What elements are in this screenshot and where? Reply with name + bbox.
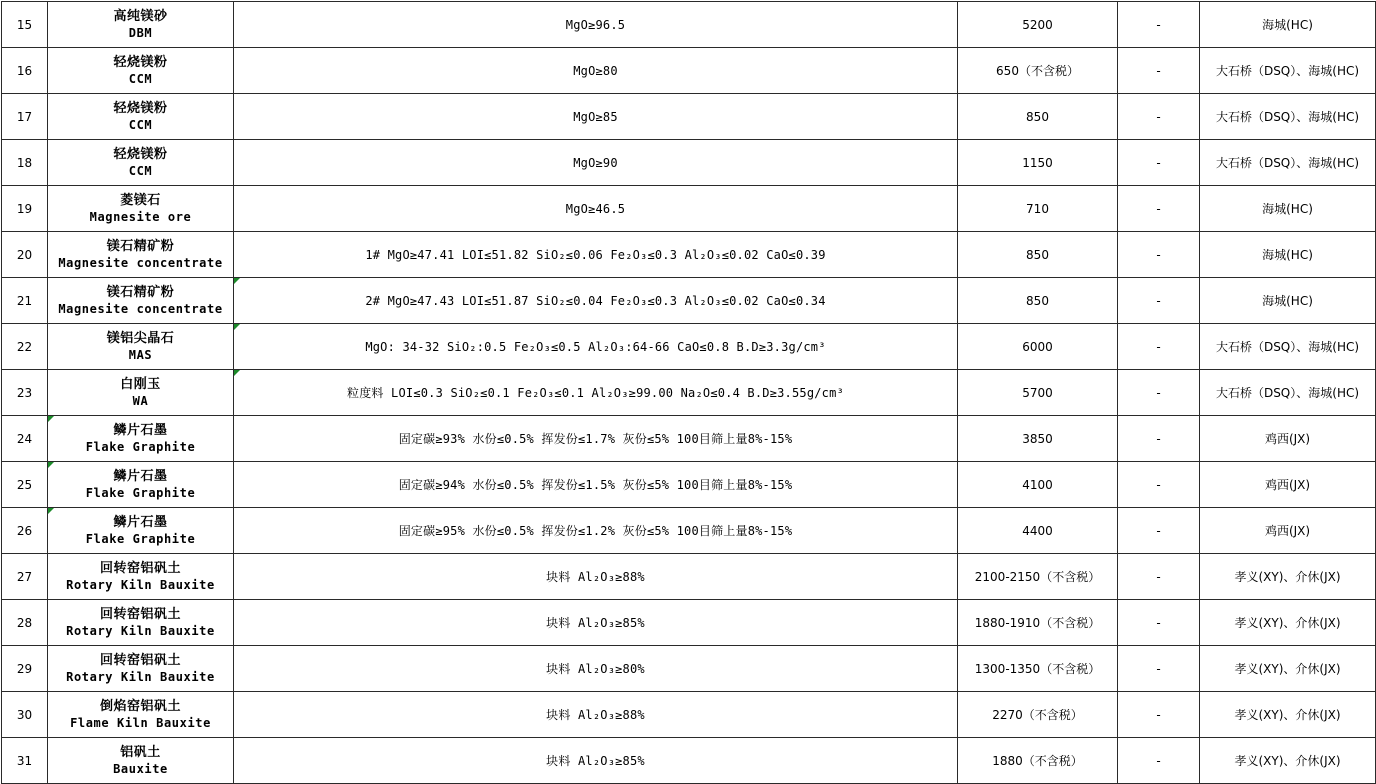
change-cell[interactable]: - [1118,2,1200,48]
row-number-cell[interactable]: 19 [2,186,48,232]
row-number-cell[interactable]: 18 [2,140,48,186]
specification-text: 块料 Al₂O₃≥80% [546,662,645,676]
specification-text: MgO≥90 [573,155,618,170]
product-name-cell[interactable] [48,416,234,462]
product-name-cell[interactable] [48,278,234,324]
specification-cell[interactable] [234,600,958,646]
comment-marker-icon [234,370,240,376]
product-name-cell[interactable] [48,370,234,416]
product-name-en: Magnesite ore [89,209,192,224]
price-cell[interactable]: 5700 [958,370,1118,416]
specification-cell[interactable] [234,278,958,324]
row-number-cell[interactable]: 20 [2,232,48,278]
product-name-en: Rotary Kiln Bauxite [66,623,215,638]
origin-cell[interactable]: 孝义(XY)、介休(JX) [1200,600,1376,646]
row-number-cell[interactable]: 23 [2,370,48,416]
price-cell[interactable]: 710 [958,186,1118,232]
product-name-cell[interactable] [48,140,234,186]
row-number-cell[interactable]: 30 [2,692,48,738]
product-name-cell[interactable] [48,738,234,784]
table-row [2,646,1376,692]
product-name-cn: 轻烧镁粉 [113,146,168,162]
specification-text: MgO≥80 [573,63,618,78]
table-row [2,416,1376,462]
origin-cell[interactable]: 海城(HC) [1200,232,1376,278]
product-name-en: MAS [128,347,153,362]
change-cell[interactable]: - [1118,232,1200,278]
specification-text: MgO≥46.5 [565,201,626,216]
change-cell[interactable]: - [1118,48,1200,94]
table-row [2,600,1376,646]
specification-cell[interactable] [234,186,958,232]
comment-marker-icon [48,416,54,422]
origin-cell[interactable]: 海城(HC) [1200,2,1376,48]
change-cell[interactable]: - [1118,186,1200,232]
change-cell[interactable]: - [1118,600,1200,646]
specification-cell[interactable] [234,416,958,462]
specification-cell[interactable] [234,738,958,784]
product-name-cell[interactable] [48,692,234,738]
price-cell[interactable]: 1150 [958,140,1118,186]
product-name-cn: 鳞片石墨 [113,514,168,530]
origin-cell[interactable]: 鸡西(JX) [1200,462,1376,508]
product-name-cn: 回转窑铝矾土 [99,652,181,668]
table-row [2,462,1376,508]
product-name-cn: 镁石精矿粉 [106,284,175,300]
table-row [2,2,1376,48]
product-name-cell[interactable] [48,186,234,232]
specification-text: 1# MgO≥47.41 LOI≤51.82 SiO₂≤0.06 Fe₂O₃≤0.3 Al₂O₃≤0.02 CaO≤0.39 [365,247,826,262]
product-name-cn: 高纯镁砂 [113,8,168,24]
row-number-cell[interactable]: 25 [2,462,48,508]
product-name-cell[interactable] [48,462,234,508]
product-name-en: DBM [128,25,153,40]
product-name-en: WA [132,393,149,408]
origin-cell[interactable]: 大石桥（DSQ）、海城(HC) [1200,324,1376,370]
specification-cell[interactable] [234,140,958,186]
specification-text: 固定碳≥95% 水份≤0.5% 挥发份≤1.2% 灰份≤5% 100目筛上量8%-15% [398,524,793,538]
origin-cell[interactable]: 孝义(XY)、介休(JX) [1200,738,1376,784]
origin-cell[interactable]: 大石桥（DSQ）、海城(HC) [1200,48,1376,94]
specification-text: 固定碳≥93% 水份≤0.5% 挥发份≤1.7% 灰份≤5% 100目筛上量8%-15% [398,432,793,446]
row-number-cell[interactable]: 15 [2,2,48,48]
specification-cell[interactable] [234,48,958,94]
change-cell[interactable]: - [1118,278,1200,324]
change-cell[interactable]: - [1118,94,1200,140]
change-cell[interactable]: - [1118,416,1200,462]
product-name-cn: 回转窑铝矾土 [99,606,181,622]
price-cell[interactable]: 2100-2150（不含税） [958,554,1118,600]
table-row [2,94,1376,140]
specification-text: 块料 Al₂O₃≥85% [546,616,645,630]
product-name-cn: 倒焰窑铝矾土 [99,698,181,714]
price-cell[interactable]: 850 [958,278,1118,324]
product-name-en: Flake Graphite [85,485,196,500]
product-name-cell[interactable] [48,94,234,140]
product-name-en: Flake Graphite [85,439,196,454]
change-cell[interactable]: - [1118,554,1200,600]
product-name-cn: 铝矾土 [120,744,161,760]
product-name-en: CCM [128,71,153,86]
product-name-cn: 镁铝尖晶石 [106,330,175,346]
price-cell[interactable]: 1880-1910（不含税） [958,600,1118,646]
comment-marker-icon [48,462,54,468]
price-cell[interactable]: 1300-1350（不含税） [958,646,1118,692]
product-name-cn: 鳞片石墨 [113,422,168,438]
price-cell[interactable]: 850 [958,94,1118,140]
origin-cell[interactable]: 孝义(XY)、介休(JX) [1200,554,1376,600]
specification-cell[interactable] [234,554,958,600]
origin-cell[interactable]: 大石桥（DSQ）、海城(HC) [1200,370,1376,416]
product-name-cell[interactable] [48,646,234,692]
product-name-en: Flake Graphite [85,531,196,546]
table-row [2,692,1376,738]
table-row [2,232,1376,278]
product-name-cn: 镁石精矿粉 [106,238,175,254]
table-row [2,370,1376,416]
specification-text: 粒度料 LOI≤0.3 SiO₂≤0.1 Fe₂O₃≤0.1 Al₂O₃≥99.00 Na₂O≤0.4 B.D≥3.55g/cm³ [347,386,844,400]
row-number-cell[interactable]: 27 [2,554,48,600]
comment-marker-icon [48,508,54,514]
specification-cell[interactable] [234,2,958,48]
specification-cell[interactable] [234,462,958,508]
product-name-cell[interactable] [48,600,234,646]
change-cell[interactable]: - [1118,370,1200,416]
price-cell[interactable]: 4100 [958,462,1118,508]
row-number-cell[interactable]: 16 [2,48,48,94]
specification-cell[interactable] [234,94,958,140]
product-name-en: Bauxite [113,761,168,776]
product-name-cn: 白刚玉 [120,376,161,392]
row-number-cell[interactable]: 28 [2,600,48,646]
price-cell[interactable]: 650（不含税） [958,48,1118,94]
origin-cell[interactable]: 鸡西(JX) [1200,416,1376,462]
row-number-cell[interactable]: 26 [2,508,48,554]
row-number-cell[interactable]: 17 [2,94,48,140]
product-name-cell[interactable] [48,324,234,370]
specification-cell[interactable] [234,508,958,554]
price-cell[interactable]: 3850 [958,416,1118,462]
specification-text: 固定碳≥94% 水份≤0.5% 挥发份≤1.5% 灰份≤5% 100目筛上量8%-15% [398,478,793,492]
product-name-en: Magnesite concentrate [58,255,223,270]
table-body [2,2,1376,784]
price-cell[interactable]: 6000 [958,324,1118,370]
specification-cell[interactable] [234,324,958,370]
change-cell[interactable]: - [1118,462,1200,508]
specification-text: MgO≥96.5 [565,17,626,32]
price-cell[interactable]: 1880（不含税） [958,738,1118,784]
price-cell[interactable]: 5200 [958,2,1118,48]
row-number-cell[interactable]: 31 [2,738,48,784]
origin-cell[interactable]: 孝义(XY)、介休(JX) [1200,646,1376,692]
table-row [2,186,1376,232]
table-row [2,278,1376,324]
product-name-en: CCM [128,117,153,132]
price-cell[interactable]: 4400 [958,508,1118,554]
change-cell[interactable]: - [1118,692,1200,738]
product-name-cn: 轻烧镁粉 [113,100,168,116]
specification-text: MgO: 34-32 SiO₂:0.5 Fe₂O₃≤0.5 Al₂O₃:64-66 CaO≤0.8 B.D≥3.3g/cm³ [365,339,826,354]
product-name-en: Rotary Kiln Bauxite [66,669,215,684]
product-name-cn: 鳞片石墨 [113,468,168,484]
product-name-cn: 轻烧镁粉 [113,54,168,70]
origin-cell[interactable]: 海城(HC) [1200,278,1376,324]
table-row [2,508,1376,554]
specification-text: MgO≥85 [573,109,618,124]
table-row [2,554,1376,600]
specification-cell[interactable] [234,692,958,738]
origin-cell[interactable]: 孝义(XY)、介休(JX) [1200,692,1376,738]
specification-text: 块料 Al₂O₃≥88% [546,570,645,584]
product-name-cell[interactable] [48,232,234,278]
specification-cell[interactable] [234,370,958,416]
product-name-cell[interactable] [48,554,234,600]
product-name-cell[interactable] [48,48,234,94]
change-cell[interactable]: - [1118,324,1200,370]
price-cell[interactable]: 850 [958,232,1118,278]
product-name-en: Flame Kiln Bauxite [70,715,211,730]
change-cell[interactable]: - [1118,646,1200,692]
product-name-cell[interactable] [48,508,234,554]
product-name-en: CCM [128,163,153,178]
table-row [2,140,1376,186]
price-table-sheet [1,1,1375,784]
row-number-cell[interactable]: 21 [2,278,48,324]
price-table [1,1,1376,784]
change-cell[interactable]: - [1118,508,1200,554]
table-row [2,738,1376,784]
specification-text: 块料 Al₂O₃≥88% [546,708,645,722]
product-name-en: Rotary Kiln Bauxite [66,577,215,592]
origin-cell[interactable]: 大石桥（DSQ）、海城(HC) [1200,94,1376,140]
specification-text: 2# MgO≥47.43 LOI≤51.87 SiO₂≤0.04 Fe₂O₃≤0.3 Al₂O₃≤0.02 CaO≤0.34 [365,293,826,308]
change-cell[interactable]: - [1118,738,1200,784]
origin-cell[interactable]: 鸡西(JX) [1200,508,1376,554]
specification-text: 块料 Al₂O₃≥85% [546,754,645,768]
product-name-cell[interactable] [48,2,234,48]
comment-marker-icon [234,278,240,284]
product-name-cn: 菱镁石 [120,192,161,208]
origin-cell[interactable]: 大石桥（DSQ）、海城(HC) [1200,140,1376,186]
table-row [2,48,1376,94]
row-number-cell[interactable]: 24 [2,416,48,462]
row-number-cell[interactable]: 22 [2,324,48,370]
product-name-cn: 回转窑铝矾土 [99,560,181,576]
specification-cell[interactable] [234,646,958,692]
comment-marker-icon [234,324,240,330]
change-cell[interactable]: - [1118,140,1200,186]
origin-cell[interactable]: 海城(HC) [1200,186,1376,232]
table-row [2,324,1376,370]
specification-cell[interactable] [234,232,958,278]
price-cell[interactable]: 2270（不含税） [958,692,1118,738]
row-number-cell[interactable]: 29 [2,646,48,692]
product-name-en: Magnesite concentrate [58,301,223,316]
